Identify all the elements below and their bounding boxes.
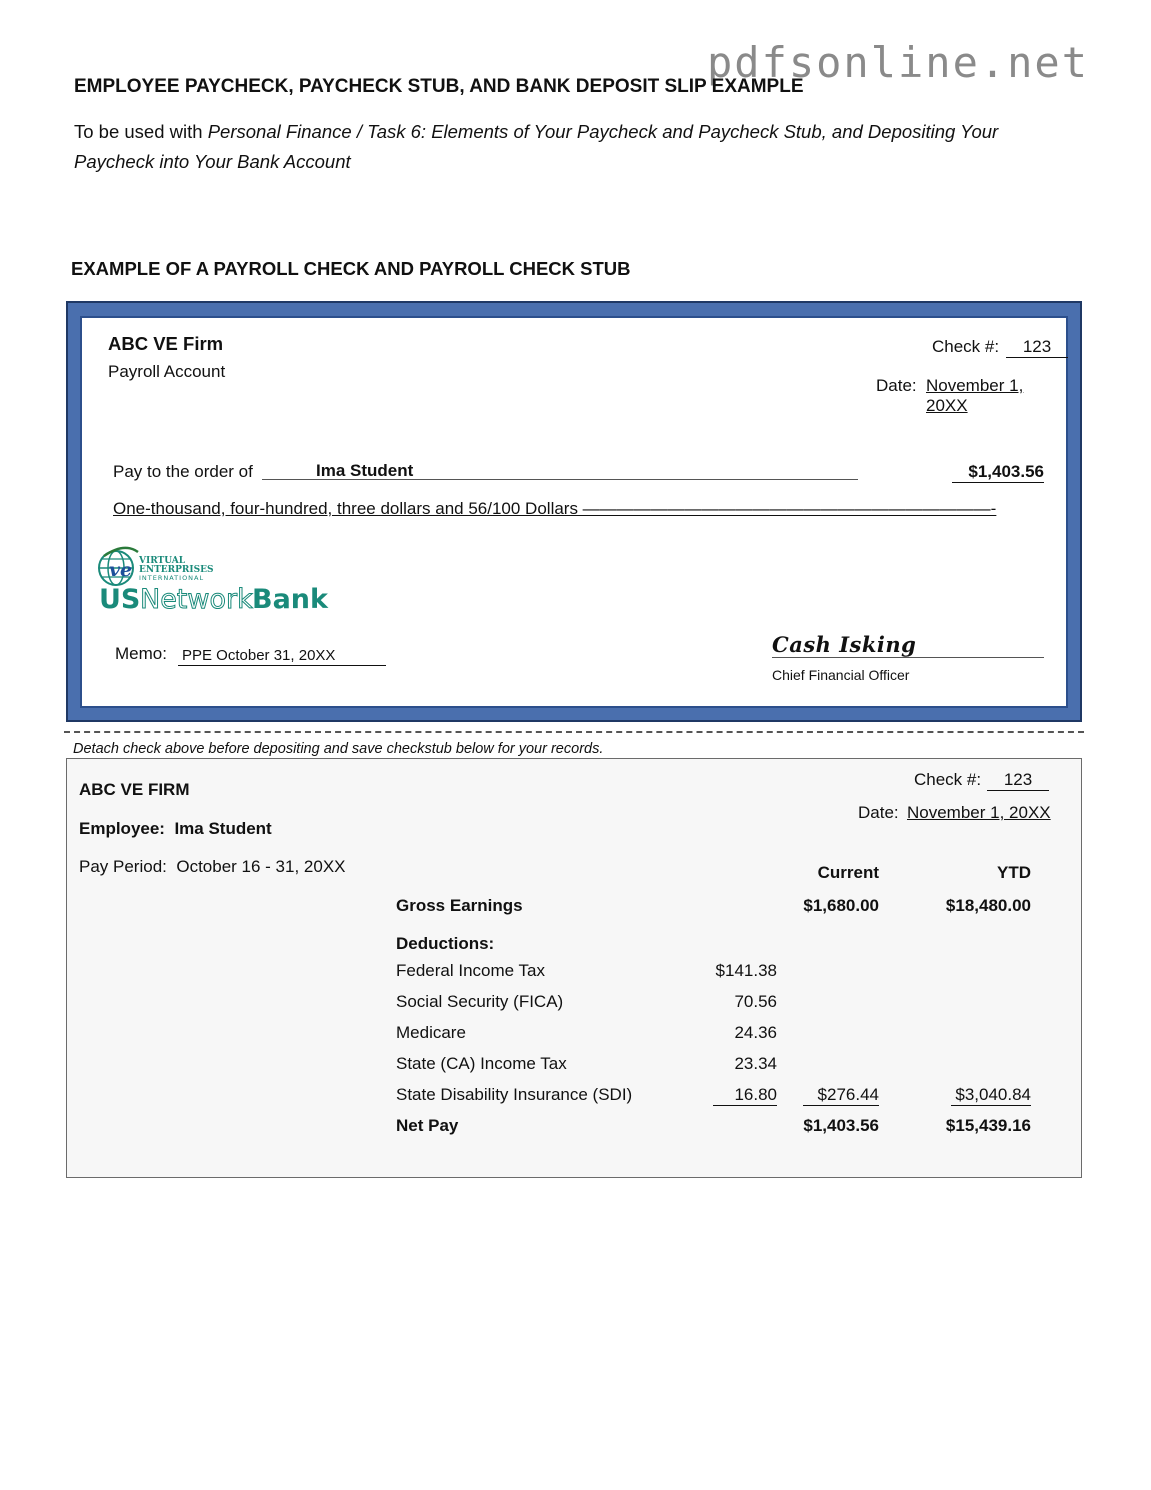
stub-employee: [79, 819, 272, 839]
intro-task-line2: Paycheck into Your Bank Account: [74, 151, 351, 172]
stub-date-label: Date:: [858, 803, 899, 822]
detach-instruction: Detach check above before depositing and save checkstub below for your records.: [73, 741, 604, 757]
amount-in-words: One-thousand, four-hundred, three dollars and 56/100 Dollars ————————————————————————-: [113, 499, 997, 518]
memo-label: Memo:: [115, 644, 167, 663]
globe-icon: [94, 546, 334, 614]
section-title: EXAMPLE OF A PAYROLL CHECK AND PAYROLL CHECK STUB: [71, 258, 631, 279]
signature-line: [772, 656, 1044, 658]
svg-text:ve: ve: [109, 559, 133, 581]
deduction-amount: 16.80: [713, 1085, 777, 1106]
stub-check-number: 123: [987, 770, 1049, 791]
check-amount: $1,403.56: [952, 462, 1044, 483]
check-stub: [66, 758, 1082, 1178]
deduction-label: Medicare: [396, 1023, 466, 1042]
stub-firm-name: ABC VE FIRM: [79, 780, 190, 799]
stub-pay-period-label: Pay Period:: [79, 857, 167, 876]
check-firm-name: ABC VE Firm: [108, 333, 224, 354]
stub-employee-label: Employee:: [79, 819, 165, 838]
stub-pay-period-value: October 16 - 31, 20XX: [176, 857, 346, 876]
deduction-amount: $141.38: [715, 961, 777, 980]
svg-text:US: US: [99, 584, 141, 614]
gross-current: $1,680.00: [803, 896, 879, 915]
intro-text: [74, 117, 1054, 177]
net-pay-current: $1,403.56: [803, 1116, 879, 1135]
deduction-amount: 70.56: [734, 992, 777, 1011]
svg-text:INTERNATIONAL: INTERNATIONAL: [139, 574, 205, 582]
payroll-check: [66, 301, 1082, 722]
deduction-label: Social Security (FICA): [396, 992, 564, 1011]
detach-line: [64, 731, 1084, 733]
col-header-current: Current: [817, 863, 879, 882]
intro-prefix: To be used with: [74, 121, 208, 142]
intro-task-line1: Personal Finance / Task 6: Elements of Your Paycheck and Paycheck Stub, and Depositing Your: [207, 121, 999, 142]
svg-text:VIRTUAL: VIRTUAL: [139, 556, 186, 566]
deductions-total-ytd: $3,040.84: [951, 1085, 1031, 1106]
deductions-total-current: $276.44: [803, 1085, 879, 1106]
deduction-amount: 23.34: [734, 1054, 777, 1073]
net-pay-ytd: $15,439.16: [945, 1116, 1031, 1135]
pay-to-label: Pay to the order of: [113, 462, 253, 481]
check-number-label: Check #:: [932, 337, 1000, 356]
check-date-label: Date:: [876, 376, 917, 395]
deduction-label: State Disability Insurance (SDI): [396, 1085, 633, 1104]
gross-ytd: $18,480.00: [945, 896, 1031, 915]
deduction-label: Federal Income Tax: [396, 961, 545, 980]
deductions-label: Deductions:: [396, 934, 495, 953]
stub-check-number-label: Check #:: [914, 770, 982, 789]
svg-text:Network: Network: [140, 584, 253, 614]
col-header-ytd: YTD: [997, 863, 1031, 882]
signature: Cash Isking: [772, 632, 917, 657]
deduction-amount: 24.36: [734, 1023, 777, 1042]
signer-title: Chief Financial Officer: [772, 667, 910, 683]
check-body: [80, 316, 1068, 708]
memo-value: PPE October 31, 20XX: [178, 647, 386, 666]
check-account-name: Payroll Account: [108, 362, 226, 381]
watermark: pdfsonline.net: [707, 38, 1090, 87]
check-date: November 1, 20XX: [926, 376, 1024, 415]
document-title: EMPLOYEE PAYCHECK, PAYCHECK STUB, AND BANK DEPOSIT SLIP EXAMPLE: [74, 76, 804, 97]
deduction-label: State (CA) Income Tax: [396, 1054, 567, 1073]
stub-date: November 1, 20XX: [907, 803, 1051, 822]
stub-pay-period: [79, 857, 346, 877]
net-pay-label: Net Pay: [396, 1116, 459, 1135]
svg-text:Bank: Bank: [252, 584, 328, 614]
gross-earnings-label: Gross Earnings: [396, 896, 523, 915]
svg-text:ENTERPRISES: ENTERPRISES: [139, 565, 214, 575]
stub-employee-name: Ima Student: [174, 819, 272, 838]
bank-logo: [94, 546, 334, 614]
payee-name: Ima Student: [316, 461, 414, 480]
check-number: 123: [1006, 337, 1068, 358]
